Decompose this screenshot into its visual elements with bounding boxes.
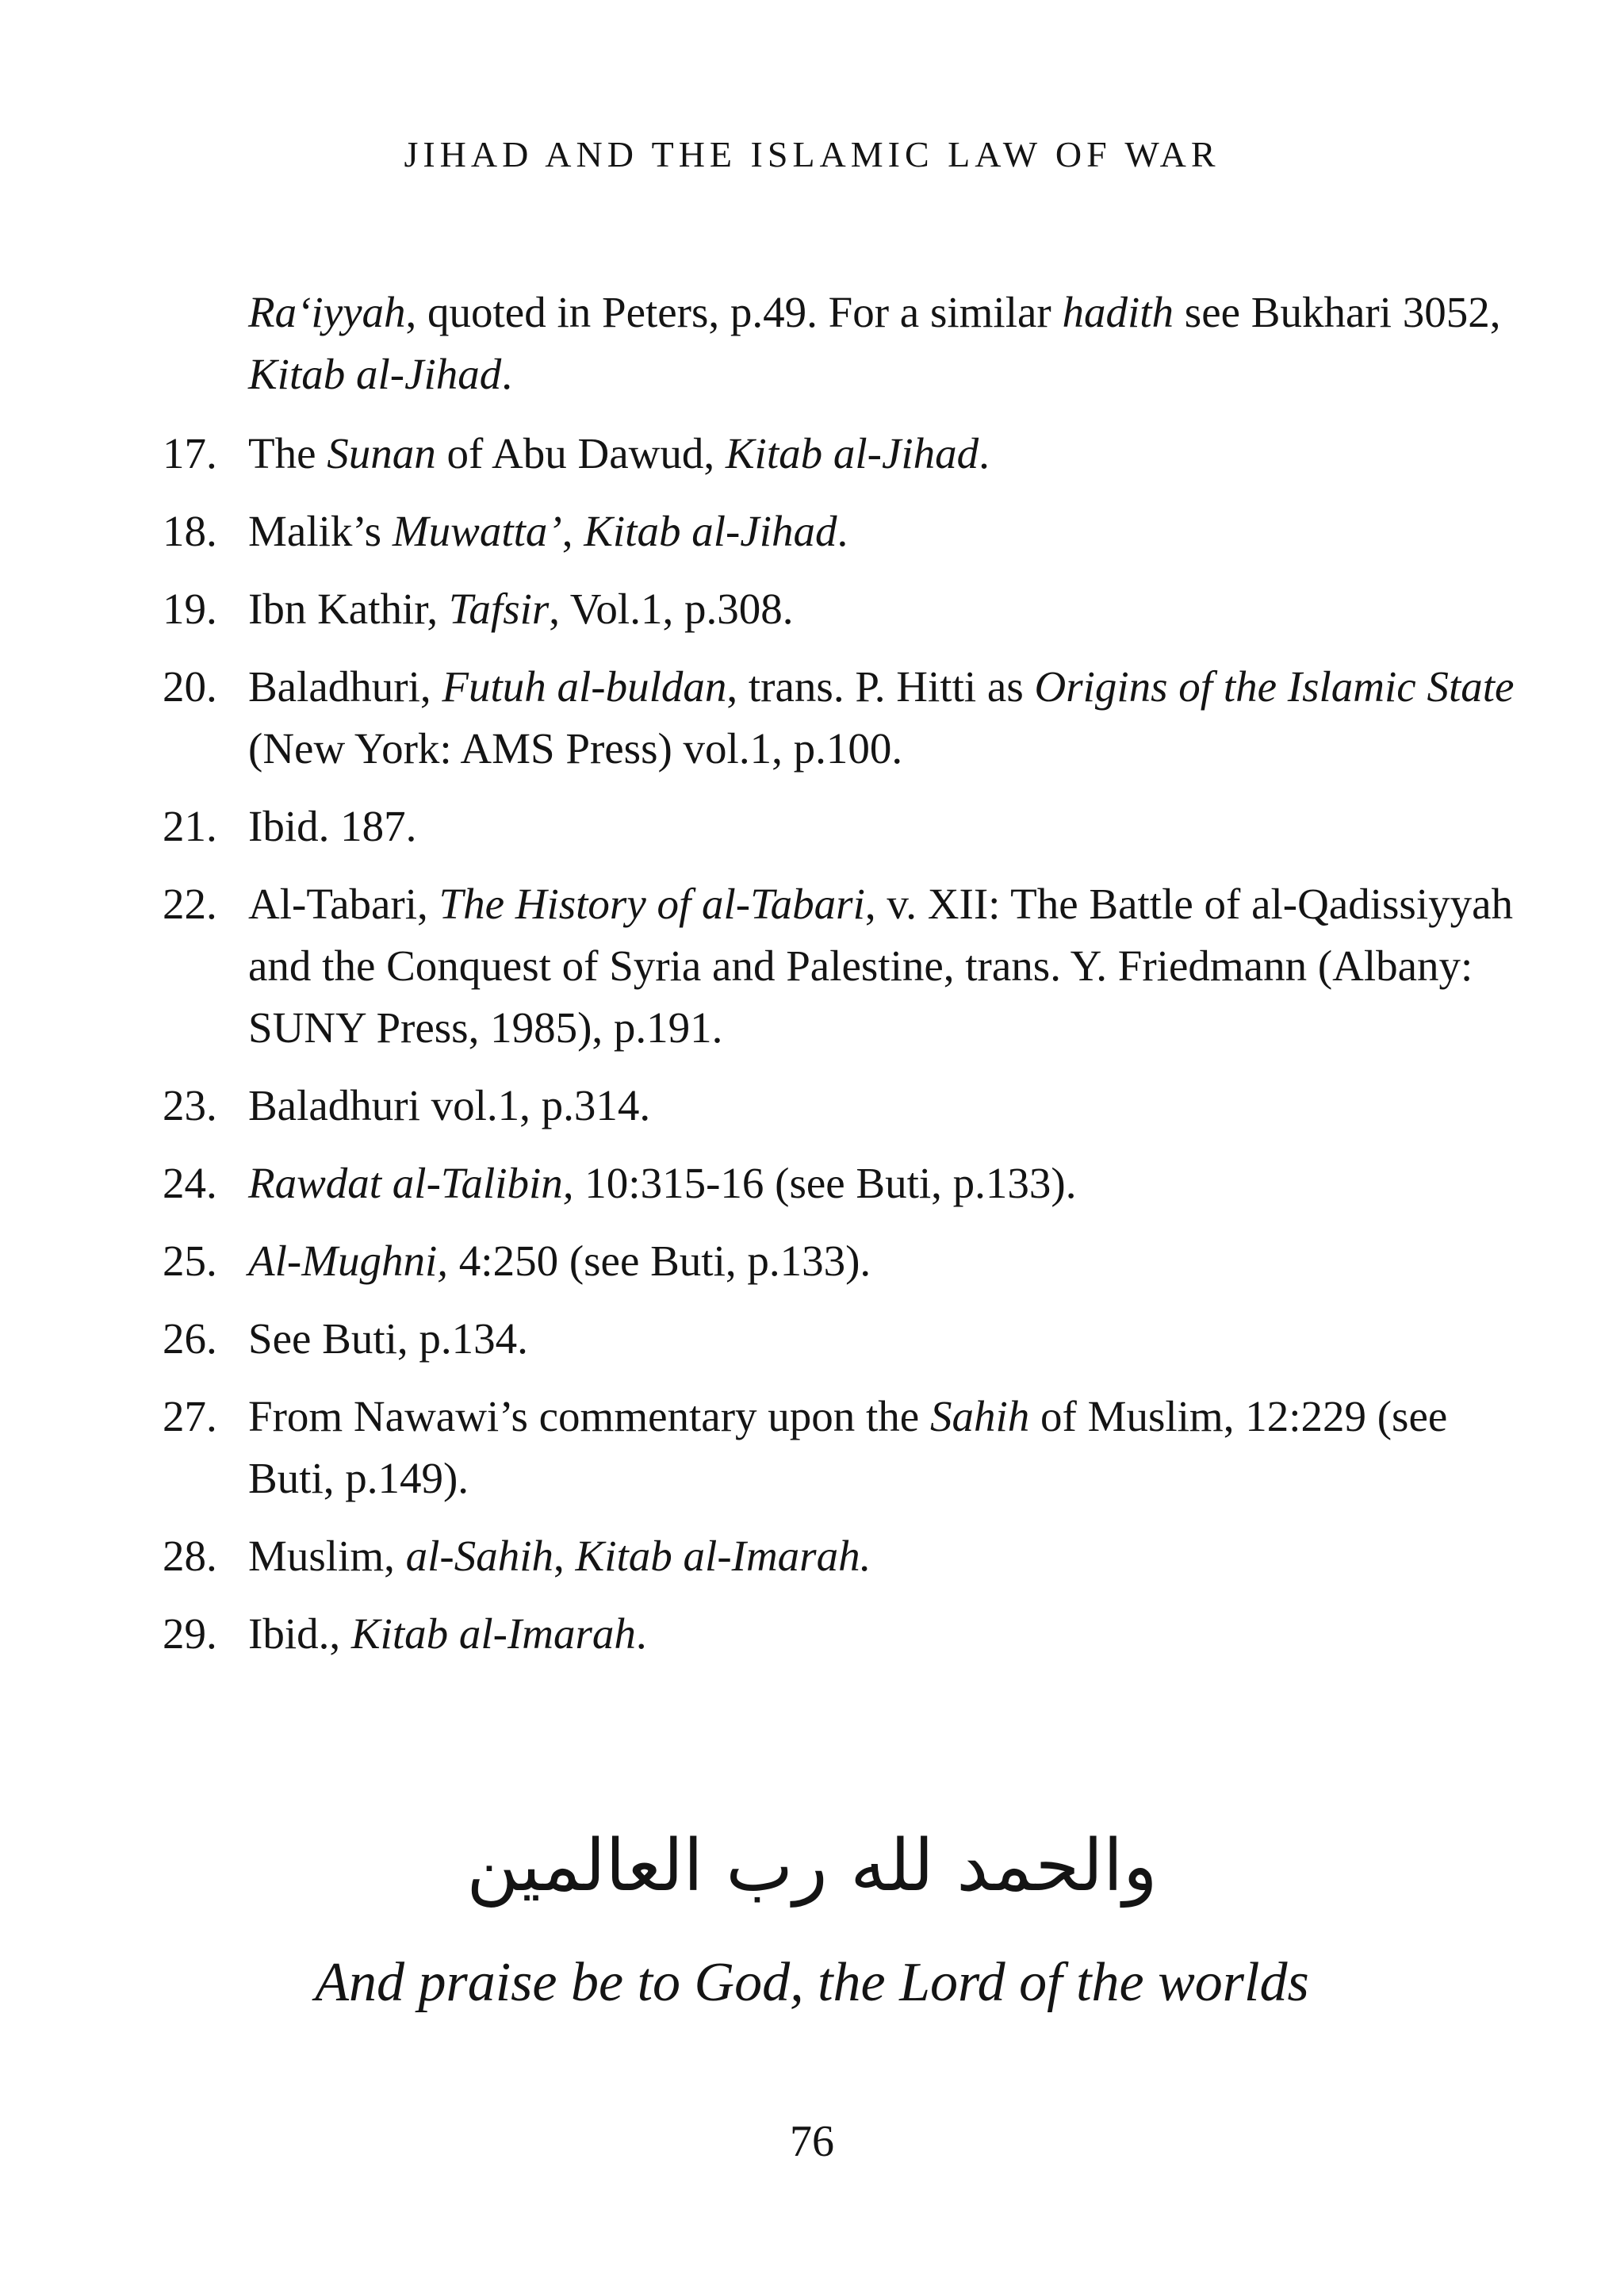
italic-title: Kitab al-Jihad: [584, 507, 837, 555]
italic-title: Kitab al-Jihad: [248, 350, 502, 398]
italic-title: Futuh al-buldan: [442, 662, 727, 711]
text-run: Ibid.,: [248, 1609, 351, 1658]
italic-title: hadith: [1062, 288, 1174, 336]
text-run: From Nawawi’s commentary upon the: [248, 1392, 930, 1440]
endnote-22: [163, 873, 1526, 1059]
text-run: Baladhuri,: [248, 662, 442, 711]
endnote-27: [163, 1386, 1526, 1509]
text-run: See Buti, p.134.: [248, 1314, 528, 1363]
endnote-text: [248, 423, 1526, 485]
endnote-number: 28.: [163, 1532, 217, 1580]
text-run: ,: [553, 1532, 576, 1580]
endnote-text: [248, 1386, 1526, 1509]
italic-title: Sahih: [929, 1392, 1030, 1440]
text-run: 4:250 (see Buti, p.133).: [448, 1237, 871, 1285]
text-run: The: [248, 429, 327, 477]
endnote-text: [248, 656, 1526, 780]
text-run: , v. XII: The Battle of al-Qadissiyyah and the Conquest of Syria and Palestine, trans. Y. Friedmann (Albany: SUNY Press, 1985), p.191.: [248, 880, 1514, 1052]
endnote-text: [248, 1308, 1526, 1370]
text-run: .: [501, 350, 513, 398]
endnote-18: [163, 500, 1526, 562]
doxology-translation: And praise be to God, the Lord of the worlds: [315, 1952, 1309, 2013]
endnote-text: [248, 1230, 1526, 1292]
italic-title: Kitab al-Imarah: [350, 1609, 636, 1658]
endnote-25: [163, 1230, 1526, 1292]
page-number: 76: [790, 2117, 834, 2166]
endnote-number: 18.: [163, 507, 217, 555]
endnote-number: 21.: [163, 802, 217, 850]
endnote-text: [248, 1152, 1526, 1214]
text-run: Ibid. 187.: [248, 802, 417, 850]
endnote-continuation: [163, 282, 1526, 405]
italic-title: Kitab al-Imarah.: [575, 1532, 871, 1580]
text-run: 10:315-16 (see Buti, p.133).: [573, 1159, 1077, 1207]
endnote-text: [248, 1603, 1526, 1665]
endnote-23: [163, 1075, 1526, 1137]
text-run: (New York: AMS Press) vol.1, p.100.: [248, 724, 903, 773]
arabic-doxology: والحمد لله رب العالمين: [466, 1824, 1158, 1908]
italic-title: Tafsir: [448, 585, 550, 633]
endnote-number: 20.: [163, 662, 217, 711]
endnote-text: [248, 796, 1526, 857]
text-run: , Vol.1, p.308.: [549, 585, 794, 633]
italic-title: Origins of the Islamic State: [1034, 662, 1515, 711]
endnote-text: [248, 1075, 1526, 1137]
endnote-17: [163, 423, 1526, 485]
endnote-text: [248, 873, 1526, 1059]
endnotes-list: [163, 282, 1526, 1681]
italic-title: Muwatta’: [392, 507, 562, 555]
endnote-number: 29.: [163, 1609, 217, 1658]
endnote-21: [163, 796, 1526, 857]
text-run: ,: [561, 507, 584, 555]
text-run: see Bukhari 3052,: [1174, 288, 1501, 336]
endnote-number: 27.: [163, 1392, 217, 1440]
italic-title: Ra‘iyyah: [248, 288, 406, 336]
text-run: , quoted in Peters, p.49. For a similar: [405, 288, 1063, 336]
italic-title: The History of al-Tabari: [439, 880, 865, 928]
text-run: of Muslim, 12:229 (see Buti, p.149).: [248, 1392, 1448, 1502]
text-run: Malik’s: [248, 507, 393, 555]
endnote-number: 25.: [163, 1237, 217, 1285]
text-run: Ibn Kathir,: [248, 585, 449, 633]
italic-title: Rawdat al-Talibin,: [248, 1159, 574, 1207]
endnote-20: [163, 656, 1526, 780]
running-head: JIHAD AND THE ISLAMIC LAW OF WAR: [404, 134, 1220, 174]
endnote-number: 22.: [163, 880, 217, 928]
italic-title: Sunan: [327, 429, 436, 477]
text-run: of Abu Dawud,: [435, 429, 726, 477]
italic-title: Kitab al-Jihad: [725, 429, 979, 477]
endnote-text: [248, 578, 1526, 640]
endnote-text: [248, 1525, 1526, 1587]
endnote-number: 23.: [163, 1081, 217, 1129]
endnote-19: [163, 578, 1526, 640]
italic-title: Al-Mughni,: [248, 1237, 449, 1285]
endnote-number: 19.: [163, 585, 217, 633]
text-run: Al-Tabari,: [248, 880, 439, 928]
endnote-28: [163, 1525, 1526, 1587]
text-run: .: [635, 1609, 647, 1658]
endnote-26: [163, 1308, 1526, 1370]
text-run: Muslim,: [248, 1532, 406, 1580]
italic-title: al-Sahih: [405, 1532, 554, 1580]
text-run: .: [979, 429, 990, 477]
endnote-29: [163, 1603, 1526, 1665]
endnote-number: 24.: [163, 1159, 217, 1207]
text-run: , trans. P. Hitti as: [726, 662, 1035, 711]
text-run: Baladhuri vol.1, p.314.: [248, 1081, 651, 1129]
endnote-number: 17.: [163, 429, 217, 477]
endnote-24: [163, 1152, 1526, 1214]
endnote-number: 26.: [163, 1314, 217, 1363]
text-run: .: [837, 507, 848, 555]
endnote-text: [248, 500, 1526, 562]
endnote-text: [248, 282, 1526, 405]
